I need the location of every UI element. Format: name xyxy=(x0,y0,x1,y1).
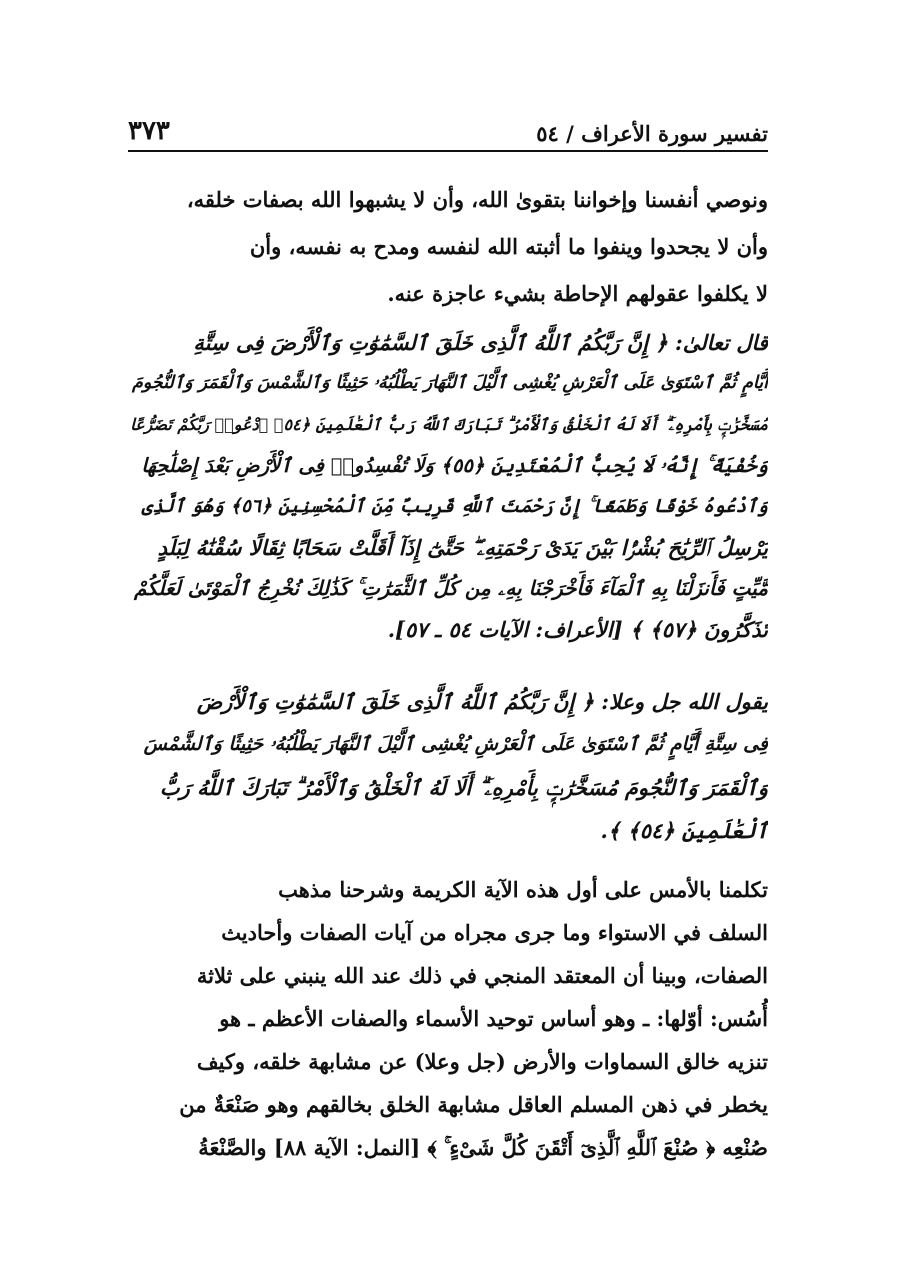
text-line: ونوصي أنفسنا وإخواننا بتقوىٰ الله، وأن لا يشبهوا الله بصفات خلقه، xyxy=(186,187,768,212)
quran-line: مُسَخَّرَٰتٍۭ بِأَمْرِهِۦٓ ۗ أَلَا لَهُ ٱلْخَلْقُ وَٱلْأَمْرُ ۗ تَبَارَكَ ٱللَّهُ رَبُّ ٱلْعَٰلَمِينَ ﴿٥٤﴾ ٱدْعُوا۟ رَبَّكُمْ تَضَرُّعًا xyxy=(130,415,768,434)
text-line: صُنْعِه ﴿ صُنْعَ ٱللَّهِ ٱلَّذِىٓ أَتْقَنَ كُلَّ شَىْءٍ ۚ ﴾ [النمل: الآية ٨٨] والصَّنْعَةُ xyxy=(198,1135,768,1160)
quran-line: قال تعالىٰ: ﴿ إِنَّ رَبَّكُمُ ٱللَّهُ ٱلَّذِى خَلَقَ ٱلسَّمَٰوَٰتِ وَٱلْأَرْضَ فِى سِتَّةِ xyxy=(193,330,768,355)
page-number: ٣٧٣ xyxy=(128,116,170,146)
text-line: أُسُس: أوّلها: ـ وهو أساس توحيد الأسماء والصفات الأعظم ـ هو xyxy=(219,1006,768,1031)
header-rule xyxy=(128,150,768,152)
text-line: يخطر في ذهن المسلم العاقل مشابهة الخلق بخالقهم وهو صَنْعَةٌ من xyxy=(179,1092,768,1117)
intro-paragraph xyxy=(128,176,768,317)
quran-line: يقول الله جل وعلا: ﴿ إِنَّ رَبَّكُمُ ٱللَّهُ ٱلَّذِى خَلَقَ ٱلسَّمَٰوَٰتِ وَٱلْأَرْضَ xyxy=(196,689,768,714)
commentary-paragraph xyxy=(128,868,768,1169)
text-line: وأن لا يجحدوا وينفوا ما أثبته الله لنفسه ومدح به نفسه، وأن xyxy=(249,234,768,259)
text-line: تنزيه خالق السماوات والأرض (جل وعلا) عن مشابهة خلقه، وكيف xyxy=(196,1049,768,1074)
commentary-quote-paragraph xyxy=(128,680,768,852)
text-line: تكلمنا بالأمس على أول هذه الآية الكريمة وشرحنا مذهب xyxy=(278,877,768,902)
quran-line: وَخُفْيَةً ۚ إِنَّهُۥ لَا يُحِبُّ ٱلْمُعْتَدِينَ ﴿٥٥﴾ وَلَا تُفْسِدُوا۟ فِى ٱلْأَرْضِ بَعْدَ إِصْلَٰحِهَا xyxy=(141,454,768,477)
quran-line: تَذَكَّرُونَ ﴿٥٧﴾ ﴾ [الأعراف: الآيات ٥٤ ـ ٥٧]. xyxy=(387,617,768,642)
quran-line: مَّيِّتٍ فَأَنزَلْنَا بِهِ ٱلْمَآءَ فَأَخْرَجْنَا بِهِۦ مِن كُلِّ ٱلثَّمَرَٰتِ ۚ كَذَٰلِكَ نُخْرِجُ ٱلْمَوْتَىٰ لَعَلَّكُمْ xyxy=(134,576,768,600)
text-line: لا يكلفوا عقولهم الإحاطة بشيء عاجزة عنه. xyxy=(387,281,768,306)
quran-line: أَيَّامٍ ثُمَّ ٱسْتَوَىٰ عَلَى ٱلْعَرْشِ يُغْشِى ٱلَّيْلَ ٱلنَّهَارَ يَطْلُبُهُۥ حَثِيثًا وَٱلشَّمْسَ وَٱلْقَمَرَ وَٱلنُّجُومَ xyxy=(132,373,768,393)
quran-quote-paragraph xyxy=(128,322,768,650)
quran-line: وَٱلْقَمَرَ وَٱلنُّجُومَ مُسَخَّرَٰتٍۭ بِأَمْرِهِۦٓ ۗ أَلَا لَهُ ٱلْخَلْقُ وَٱلْأَمْرُ ۗ تَبَارَكَ ٱللَّهُ رَبُّ xyxy=(159,775,768,800)
quran-line: ٱلْعَٰلَمِينَ ﴿٥٤﴾ ﴾. xyxy=(600,818,768,843)
text-line: السلف في الاستواء وما جرى مجراه من آيات الصفات وأحاديث xyxy=(221,920,768,945)
page-header xyxy=(128,106,768,146)
running-title: تفسير سورة الأعراف / ٥٤ xyxy=(536,121,768,146)
quran-line: فِى سِتَّةِ أَيَّامٍ ثُمَّ ٱسْتَوَىٰ عَلَى ٱلْعَرْشِ يُغْشِى ٱلَّيْلَ ٱلنَّهَارَ يَطْلُبُهُۥ حَثِيثًا وَٱلشَّمْسَ xyxy=(143,733,768,755)
quran-line: وَٱدْعُوهُ خَوْفًا وَطَمَعًا ۚ إِنَّ رَحْمَتَ ٱللَّهِ قَرِيبٌ مِّنَ ٱلْمُحْسِنِينَ ﴿٥٦﴾ وَهُوَ ٱلَّذِى xyxy=(141,496,768,517)
text-line: الصفات، وبينا أن المعتقد المنجي في ذلك عند الله ينبني على ثلاثة xyxy=(196,963,768,988)
quran-line: يُرْسِلُ ٱلرِّيَٰحَ بُشْرًۢا بَيْنَ يَدَىْ رَحْمَتِهِۦ ۖ حَتَّىٰٓ إِذَآ أَقَلَّتْ سَحَابًا ثِقَالًا سُقْنَٰهُ لِبَلَدٍ xyxy=(157,535,768,560)
